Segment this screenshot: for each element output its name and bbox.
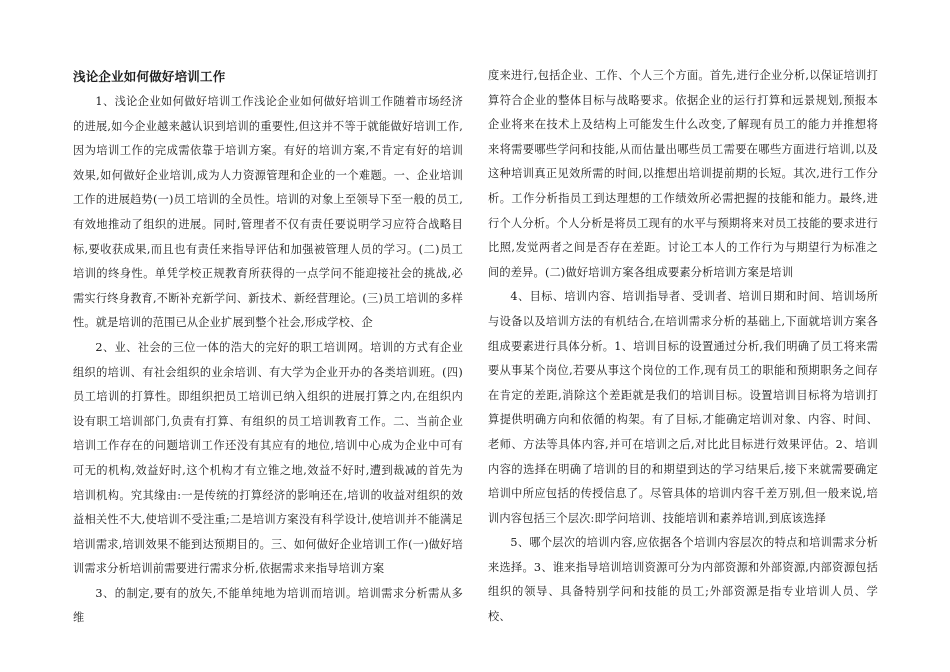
- right-column: [488, 64, 878, 630]
- paragraph-2: 2、业、社会的三位一体的浩大的完好的职工培训网。培训的方式有企业组织的培训、有社会组织的业余培训、有大学为企业开办的各类培训班。(四)员工培训的打算性。即组织把员工培训已纳入组织的进展打算之内,在组织内设有职工培训部门,负责有打算、有组织的员工培训教育工作。二、当前企业培训工作存在的问题培训工作还没有其应有的地位,培训中心成为企业中可有可无的机构,效益好时,这个机构才有立锥之地,效益不好时,遭到裁减的首先为培训机构。究其缘由:一是传统的打算经济的影响还在,培训的收益对组织的效益相关性不大,使培训不受注重;二是培训方案没有科学设计,使培训并不能满足培训需求,培训效果不能到达预期目的。三、如何做好企业培训工作(一)做好培训需求分析培训前需要进行需求分析,依据需求来指导培训方案: [73, 340, 463, 576]
- paragraph-5: 5、哪个层次的培训内容,应依据各个培训内容层次的特点和培训需求分析来选择。3、谁来指导培训培训资源可分为内部资源和外部资源,内部资源包括组织的领导、具备特别学问和技能的员工;外部资源是指专业培训人员、学校、: [488, 536, 878, 624]
- paragraph-1: 1、浅论企业如何做好培训工作浅论企业如何做好培训工作随着市场经济的进展,如今企业越来越认识到培训的重要性,但这并不等于就能做好培训工作,因为培训工作的完成需依靠于培训方案。有好的培训方案,不肯定有好的培训效果,如何做好企业培训,成为人力资源管理和企业的一个难题。一、企业培训工作的进展趋势(一)员工培训的全员性。培训的对象上至领导下至一般的员工,有效地推动了组织的进展。同时,管理者不仅有责任要说明学习应符合战略目标,要收获成果,而且也有责任来指导评估和加强被管理人员的学习。(二)员工培训的终身性。单凭学校正规教育所获得的一点学问不能迎接社会的挑战,必需实行终身教育,不断补充新学问、新技术、新经营理论。(三)员工培训的多样性。就是培训的范围已从企业扩展到整个社会,形成学校、企: [73, 95, 463, 330]
- left-column: [73, 64, 463, 631]
- paragraph-4: 4、目标、培训内容、培训指导者、受训者、培训日期和时间、培训场所与设备以及培训方法的有机结合,在培训需求分析的基础上,下面就培训方案各组成要素进行具体分析。1、培训目标的设置通过分析,我们明确了员工将来需要从事某个岗位,若要从事这个岗位的工作,现有员工的职能和预期职务之间存在肯定的差距,消除这个差距就是我们的培训目标。设置培训目标将为培训打算提供明确方向和依循的构架。有了目标,才能确定培训对象、内容、时间、老师、方法等具体内容,并可在培训之后,对比此目标进行效果评估。2、培训内容的选择在明确了培训的目的和期望到达的学习结果后,接下来就需要确定培训中所应包括的传授信息了。尽管具体的培训内容千差万别,但一般来说,培训内容包括三个层次:即学问培训、技能培训和素养培训,到底该选择: [488, 290, 878, 525]
- paragraph-3-continued: 度来进行,包括企业、工作、个人三个方面。首先,进行企业分析,以保证培训打算符合企业的整体目标与战略要求。依据企业的运行打算和远景规划,预报本企业将来在技术上及结构上可能发生什么改变,了解现有员工的能力并推想将来将需要哪些学问和技能,从而估量出哪些员工需要在哪些方面进行培训,以及这种培训真正见效所需的时间,以推想出培训提前期的长短。其次,进行工作分析。工作分析指员工到达理想的工作绩效所必需把握的技能和能力。最终,进行个人分析。个人分析是将员工现有的水平与预期将来对员工技能的要求进行比照,发觉两者之间是否存在差距。讨论工本人的工作行为与期望行为标准之间的差异。(二)做好培训方案各组成要素分析培训方案是培训: [488, 69, 878, 279]
- paragraph-3: 3、的制定,要有的放矢,不能单纯地为培训而培训。培训需求分析需从多维: [73, 586, 463, 625]
- document-title: 浅论企业如何做好培训工作: [73, 69, 226, 84]
